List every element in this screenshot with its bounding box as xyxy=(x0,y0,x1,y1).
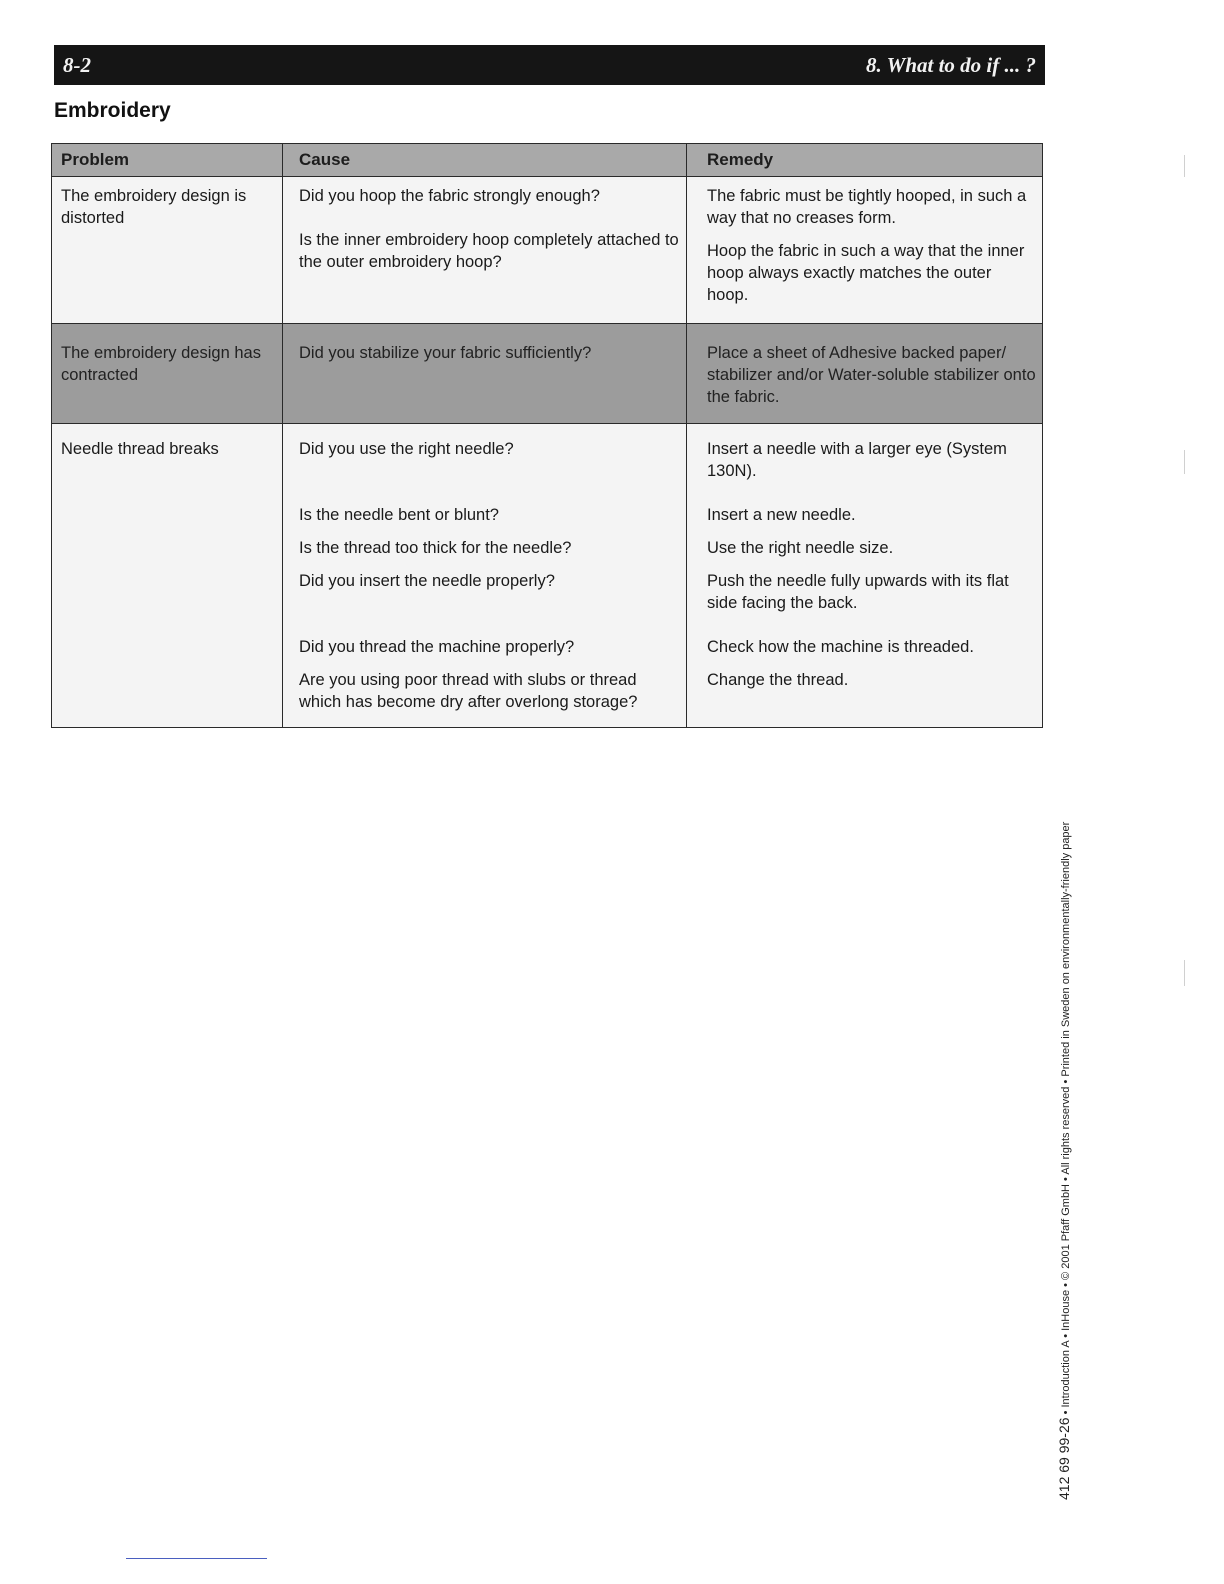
cause-text: Did you thread the machine properly? xyxy=(299,638,575,656)
page-number: 8-2 xyxy=(63,52,91,77)
problem-cell xyxy=(52,424,283,728)
remedy-text: Push the needle fully upwards with its flat side facing the back. xyxy=(707,572,1009,612)
section-title: Embroidery xyxy=(54,99,171,122)
chapter-title: 8. What to do if ... ? xyxy=(866,52,1036,77)
remedy-text: Place a sheet of Adhesive backed paper/ stabilizer and/or Water-soluble stabilizer onto the fabric. xyxy=(707,344,1036,406)
problem-text: The embroidery design has contracted xyxy=(61,344,261,384)
troubleshooting-table xyxy=(51,143,1043,728)
remedy-text: Use the right needle size. xyxy=(707,539,894,557)
cause-text: Did you use the right needle? xyxy=(299,440,514,458)
imprint-details: • Introduction A • InHouse • © 2001 Pfaff GmbH • All rights reserved • Printed in Sweden on environmentally-friendly paper xyxy=(1060,821,1072,1418)
table-row xyxy=(52,424,1043,728)
problem-text: The embroidery design is distorted xyxy=(61,187,247,227)
remedy-text: Insert a needle with a larger eye (System 130N). xyxy=(707,440,1007,480)
remedy-text: Insert a new needle. xyxy=(707,506,856,524)
cause-text: Did you stabilize your fabric sufficiently? xyxy=(299,344,592,362)
remedy-cell xyxy=(687,424,1043,728)
remedy-text: The fabric must be tightly hooped, in such a way that no creases form. xyxy=(707,187,1027,227)
cause-text: Did you insert the needle properly? xyxy=(299,572,555,590)
table-row xyxy=(52,324,1043,424)
margin-mark xyxy=(1184,155,1185,177)
margin-mark xyxy=(1184,450,1185,474)
imprint-number: 412 69 99-26 xyxy=(1056,1417,1072,1500)
problem-text: Needle thread breaks xyxy=(61,440,219,458)
problem-cell xyxy=(52,177,283,324)
remedy-cell xyxy=(687,177,1043,324)
imprint-text xyxy=(1056,822,1072,1500)
remedy-text: Hoop the fabric in such a way that the inner hoop always exactly matches the outer hoop. xyxy=(707,242,1025,304)
cause-text: Did you hoop the fabric strongly enough? xyxy=(299,187,600,205)
column-header-problem: Problem xyxy=(52,144,283,177)
cause-cell xyxy=(283,177,687,324)
margin-mark xyxy=(1184,960,1185,986)
bottom-rule xyxy=(126,1558,267,1559)
remedy-text: Check how the machine is threaded. xyxy=(707,638,974,656)
header-bar xyxy=(54,45,1045,85)
column-header-cause: Cause xyxy=(283,144,687,177)
cause-text: Is the needle bent or blunt? xyxy=(299,506,499,524)
remedy-cell xyxy=(687,324,1043,424)
cause-cell xyxy=(283,324,687,424)
table-header-row xyxy=(52,144,1043,177)
cause-text: Is the inner embroidery hoop completely attached to the outer embroidery hoop? xyxy=(299,231,679,271)
table-row xyxy=(52,177,1043,324)
problem-cell xyxy=(52,324,283,424)
cause-text: Is the thread too thick for the needle? xyxy=(299,539,572,557)
cause-text: Are you using poor thread with slubs or thread which has become dry after overlong storage? xyxy=(299,671,638,711)
remedy-text: Change the thread. xyxy=(707,671,849,689)
column-header-remedy: Remedy xyxy=(687,144,1043,177)
cause-cell xyxy=(283,424,687,728)
